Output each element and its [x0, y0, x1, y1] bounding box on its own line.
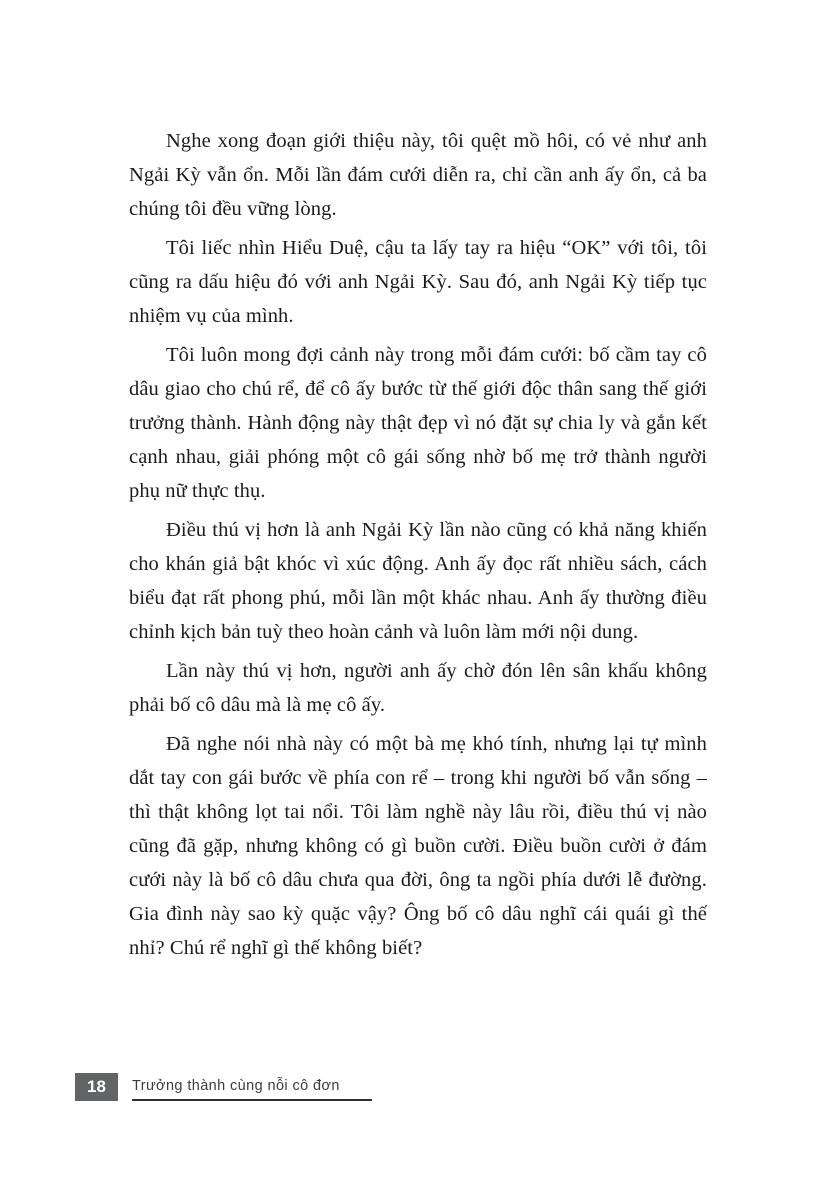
page-footer [75, 1073, 372, 1101]
paragraph: Nghe xong đoạn giới thiệu này, tôi quệt mồ hôi, có vẻ như anh Ngải Kỳ vẫn ổn. Mỗi lần đám cưới diễn ra, chỉ cần anh ấy ổn, cả ba chúng tôi đều vững lòng. [129, 130, 707, 220]
paragraph: Đã nghe nói nhà này có một bà mẹ khó tính, nhưng lại tự mình dắt tay con gái bước về phía con rể – trong khi người bố vẫn sống – thì thật không lọt tai nổi. Tôi làm nghề này lâu rồi, điều thú vị nào cũng đã gặp, nhưng không có gì buồn cười. Điều buồn cười ở đám cưới này là bố cô dâu chưa qua đời, ông ta ngồi phía dưới lễ đường. Gia đình này sao kỳ quặc vậy? Ông bố cô dâu nghĩ cái quái gì thế nhỉ? Chú rể nghĩ gì thế không biết? [129, 733, 707, 959]
page-number-badge: 18 [75, 1073, 118, 1101]
paragraph: Tôi liếc nhìn Hiểu Duệ, cậu ta lấy tay ra hiệu “OK” với tôi, tôi cũng ra dấu hiệu đó với anh Ngải Kỳ. Sau đó, anh Ngải Kỳ tiếp tục nhiệm vụ của mình. [129, 237, 707, 327]
paragraph: Lần này thú vị hơn, người anh ấy chờ đón lên sân khấu không phải bố cô dâu mà là mẹ cô ấy. [129, 660, 707, 716]
body-text [129, 124, 707, 970]
paragraph: Điều thú vị hơn là anh Ngải Kỳ lần nào cũng có khả năng khiến cho khán giả bật khóc vì xúc động. Anh ấy đọc rất nhiều sách, cách biểu đạt rất phong phú, mỗi lần một khác nhau. Anh ấy thường điều chỉnh kịch bản tuỳ theo hoàn cảnh và luôn làm mới nội dung. [129, 519, 707, 643]
paragraph: Tôi luôn mong đợi cảnh này trong mỗi đám cưới: bố cầm tay cô dâu giao cho chú rể, để cô ấy bước từ thế giới độc thân sang thế giới trưởng thành. Hành động này thật đẹp vì nó đặt sự chia ly và gắn kết cạnh nhau, giải phóng một cô gái sống nhờ bố mẹ trở thành người phụ nữ thực thụ. [129, 344, 707, 502]
book-title: Trưởng thành cùng nỗi cô đơn [132, 1077, 340, 1094]
running-title [132, 1073, 372, 1101]
